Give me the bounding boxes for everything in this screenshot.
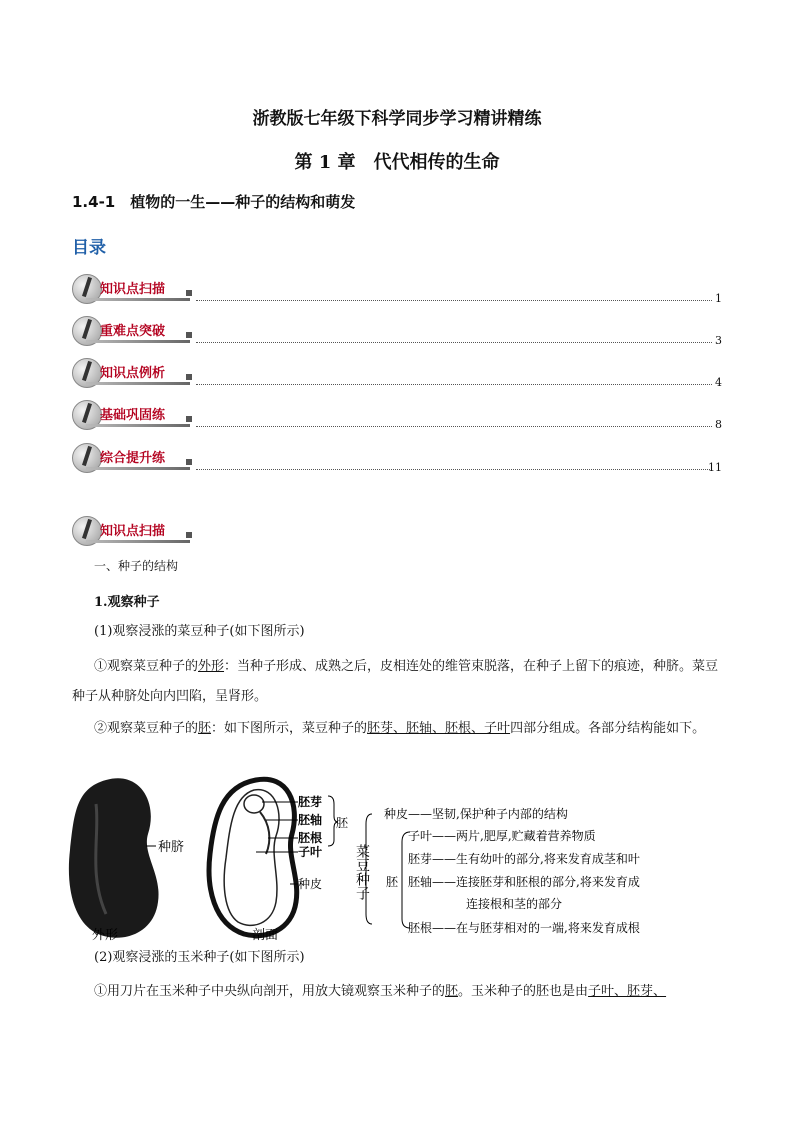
toc-page-number: 4 <box>715 376 722 389</box>
label-radicle: 胚根 <box>298 831 323 845</box>
toc-badge <box>72 274 194 304</box>
text-run: ①观察菜豆种子的 <box>94 659 199 674</box>
toc-item[interactable] <box>72 358 722 388</box>
underlined-term: 胚 <box>198 721 212 736</box>
badge-underline <box>86 540 190 543</box>
bean-seed-figure <box>66 774 696 946</box>
toc-item-label: 重难点突破 <box>100 324 166 339</box>
toc-item[interactable] <box>72 316 722 346</box>
toc-item-label: 知识点扫描 <box>100 282 166 297</box>
tree-embryo: 胚 <box>386 875 399 889</box>
text-run: ②观察菜豆种子的 <box>94 721 199 736</box>
badge-square <box>186 332 192 338</box>
toc-item-label: 知识点例析 <box>100 366 166 381</box>
badge-square <box>186 374 192 380</box>
section-badge-label: 知识点扫描 <box>100 524 166 539</box>
heading-observe-seed: 1.观察种子 <box>94 595 160 610</box>
toc-page-number: 8 <box>715 418 722 431</box>
toc-item[interactable] <box>72 400 722 430</box>
paragraph <box>72 714 722 744</box>
chapter-title: 第 1 章 代代相传的生命 <box>294 152 500 173</box>
label-hilum: 种脐 <box>158 840 185 855</box>
toc-leader <box>196 384 712 385</box>
toc-badge <box>72 316 194 346</box>
document-title: 浙教版七年级下科学同步学习精讲精练 <box>252 109 542 129</box>
badge-underline <box>86 382 190 385</box>
label-embryo: 胚 <box>336 816 349 830</box>
tree-root: 菜豆种子 <box>354 844 370 900</box>
bean-outer-shape <box>69 778 159 938</box>
text-run: ①用刀片在玉米种子中央纵向剖开，用放大镜观察玉米种子的 <box>94 984 446 999</box>
underlined-term: 子叶、胚芽、 <box>588 984 667 999</box>
toc-item[interactable] <box>72 274 722 304</box>
toc-leader <box>196 426 712 427</box>
badge-square <box>186 459 192 465</box>
toc-heading: 目录 <box>72 238 106 258</box>
tree-radicle: 胚根——在与胚芽相对的一端,将来发育成根 <box>408 921 640 935</box>
toc-page-number: 3 <box>715 334 722 347</box>
paragraph <box>72 652 722 712</box>
underlined-term: 胚 <box>445 984 459 999</box>
section-badge <box>72 516 722 546</box>
label-cotyledon: 子叶 <box>298 845 323 859</box>
toc-leader <box>196 469 712 470</box>
toc-badge <box>72 443 194 473</box>
heading-seed-structure: 一、种子的结构 <box>94 559 179 573</box>
section-title: 1.4-1 植物的一生——种子的结构和萌发 <box>72 193 356 211</box>
label-coat: 种皮 <box>298 877 323 891</box>
badge-underline <box>86 340 190 343</box>
underlined-term: 外形 <box>198 659 225 674</box>
badge-underline <box>86 424 190 427</box>
underlined-term: 胚芽、胚轴、胚根、子叶 <box>367 721 511 736</box>
tree-coat: 种皮——坚韧,保护种子内部的结构 <box>384 807 568 821</box>
tree-hypocotyl-cont: 连接根和茎的部分 <box>466 897 563 911</box>
toc-page-number: 11 <box>708 461 722 474</box>
badge-square <box>186 290 192 296</box>
text-run: 。玉米种子的胚也是由 <box>458 984 589 999</box>
toc-badge <box>72 358 194 388</box>
text-run: 四部分组成。各部分结构能如下。 <box>510 721 706 736</box>
tree-hypocotyl: 胚轴——连接胚芽和胚根的部分,将来发育成 <box>408 875 640 889</box>
text-run: ：如下图所示，菜豆种子的 <box>211 721 368 736</box>
section-badge-graphic <box>72 516 194 546</box>
toc-item[interactable] <box>72 443 722 473</box>
text-run: ：当种子形成、成熟之后，皮相连处的维管束脱落，在种子上留下的痕迹，种脐。菜豆种子从种脐处向内凹陷，呈肾形。 <box>72 659 719 704</box>
toc-leader <box>196 342 712 343</box>
caption-section: 剖面 <box>252 928 279 943</box>
tree-cotyledon: 子叶——两片,肥厚,贮藏着营养物质 <box>408 829 596 843</box>
tree-plumule: 胚芽——生有幼叶的部分,将来发育成茎和叶 <box>408 852 640 866</box>
paragraph <box>94 982 722 1002</box>
toc-page-number: 1 <box>715 292 722 305</box>
toc-item-label: 基础巩固练 <box>100 408 166 423</box>
paragraph: (1)观察浸涨的菜豆种子(如下图所示) <box>94 624 305 639</box>
badge-square <box>186 416 192 422</box>
label-hypocotyl: 胚轴 <box>298 813 323 827</box>
paragraph: (2)观察浸涨的玉米种子(如下图所示) <box>94 950 305 965</box>
toc-leader <box>196 300 712 301</box>
badge-underline <box>86 467 190 470</box>
caption-outer: 外形 <box>92 928 119 943</box>
toc-item-label: 综合提升练 <box>100 451 166 466</box>
toc-badge <box>72 400 194 430</box>
label-plumule: 胚芽 <box>298 795 323 809</box>
badge-square <box>186 532 192 538</box>
badge-underline <box>86 298 190 301</box>
